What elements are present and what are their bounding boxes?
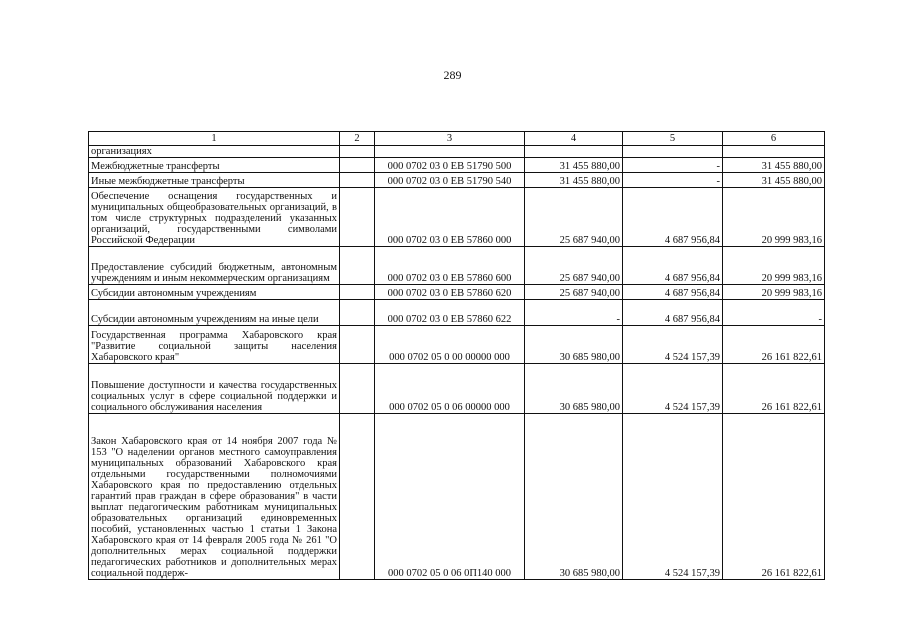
row-col5: 4 524 157,39: [623, 326, 723, 364]
row-col2: [340, 414, 375, 580]
column-header-3: 3: [375, 132, 525, 146]
column-header-1: 1: [89, 132, 340, 146]
table-row: [89, 146, 825, 158]
row-code: 000 0702 05 0 06 00000 000: [375, 364, 525, 414]
row-name: организациях: [89, 146, 340, 158]
row-name: Обеспечение оснащения государственных и муниципальных общеобразовательных организаций, в том числе структурных подразделений указанных организаций, государственными символами Российской Федерации: [89, 188, 340, 247]
row-col5: 4 687 956,84: [623, 188, 723, 247]
row-col4: 30 685 980,00: [525, 364, 623, 414]
row-col6: 31 455 880,00: [723, 158, 825, 173]
table-row: [89, 364, 825, 414]
table-row: [89, 158, 825, 173]
table-row: [89, 188, 825, 247]
row-col2: [340, 300, 375, 326]
row-col6: -: [723, 300, 825, 326]
row-col2: [340, 188, 375, 247]
row-col4: -: [525, 300, 623, 326]
budget-table: [88, 131, 825, 580]
row-col6: 20 999 983,16: [723, 285, 825, 300]
row-name: Субсидии автономным учреждениям: [89, 285, 340, 300]
row-code: 000 0702 03 0 EB 57860 622: [375, 300, 525, 326]
row-col4: 31 455 880,00: [525, 173, 623, 188]
row-col5: 4 687 956,84: [623, 300, 723, 326]
row-col2: [340, 146, 375, 158]
column-header-2: 2: [340, 132, 375, 146]
row-col2: [340, 173, 375, 188]
page-number: 289: [443, 68, 462, 82]
row-col6: [723, 146, 825, 158]
row-code: 000 0702 03 0 EB 51790 500: [375, 158, 525, 173]
row-col6: 26 161 822,61: [723, 364, 825, 414]
table-row: [89, 173, 825, 188]
row-col2: [340, 247, 375, 285]
row-col6: 31 455 880,00: [723, 173, 825, 188]
row-col4: [525, 146, 623, 158]
row-col5: -: [623, 158, 723, 173]
row-col4: 31 455 880,00: [525, 158, 623, 173]
row-col2: [340, 158, 375, 173]
row-col5: 4 524 157,39: [623, 414, 723, 580]
row-code: 000 0702 05 0 06 0П140 000: [375, 414, 525, 580]
row-code: 000 0702 03 0 EB 57860 620: [375, 285, 525, 300]
row-col6: 20 999 983,16: [723, 188, 825, 247]
row-code: 000 0702 03 0 EB 51790 540: [375, 173, 525, 188]
header-row: [89, 132, 825, 146]
table-row: [89, 247, 825, 285]
row-code: 000 0702 05 0 00 00000 000: [375, 326, 525, 364]
row-col4: 30 685 980,00: [525, 326, 623, 364]
row-code: [375, 146, 525, 158]
row-code: 000 0702 03 0 EB 57860 000: [375, 188, 525, 247]
row-col4: 25 687 940,00: [525, 285, 623, 300]
table-row: [89, 326, 825, 364]
row-col4: 30 685 980,00: [525, 414, 623, 580]
table-row: [89, 414, 825, 580]
row-col5: 4 687 956,84: [623, 247, 723, 285]
row-name: Закон Хабаровского края от 14 ноября 2007 года № 153 "О наделении органов местного самоуправления муниципальных образований Хабаровского края отдельными государственными полномочиями Хабаровского края по предоставлению отдельных гарантий прав граждан в сфере образования" в части выплат педагогическим работникам муниципальных образовательных организаций единовременных пособий, установленных частью 1 статьи 1 Закона Хабаровского края от 14 февраля 2005 года № 261 "О дополнительных мерах социальной поддержки педагогических работников и дополнительных мерах социальной поддерж-: [89, 414, 340, 580]
row-col4: 25 687 940,00: [525, 188, 623, 247]
row-col2: [340, 285, 375, 300]
column-header-5: 5: [623, 132, 723, 146]
row-col6: 26 161 822,61: [723, 414, 825, 580]
row-name: Государственная программа Хабаровского края "Развитие социальной защиты населения Хабаровского края": [89, 326, 340, 364]
row-name: Повышение доступности и качества государственных социальных услуг в сфере социальной поддержки и социального обслуживания населения: [89, 364, 340, 414]
row-col6: 20 999 983,16: [723, 247, 825, 285]
row-col5: 4 524 157,39: [623, 364, 723, 414]
row-name: Межбюджетные трансферты: [89, 158, 340, 173]
table-row: [89, 285, 825, 300]
row-code: 000 0702 03 0 EB 57860 600: [375, 247, 525, 285]
row-col5: 4 687 956,84: [623, 285, 723, 300]
table-row: [89, 300, 825, 326]
row-col2: [340, 364, 375, 414]
row-name: Иные межбюджетные трансферты: [89, 173, 340, 188]
row-name: Предоставление субсидий бюджетным, автономным учреждениям и иным некоммерческим организациям: [89, 247, 340, 285]
row-col2: [340, 326, 375, 364]
row-col5: -: [623, 173, 723, 188]
row-col4: 25 687 940,00: [525, 247, 623, 285]
row-col5: [623, 146, 723, 158]
row-col6: 26 161 822,61: [723, 326, 825, 364]
column-header-4: 4: [525, 132, 623, 146]
column-header-6: 6: [723, 132, 825, 146]
row-name: Субсидии автономным учреждениям на иные цели: [89, 300, 340, 326]
